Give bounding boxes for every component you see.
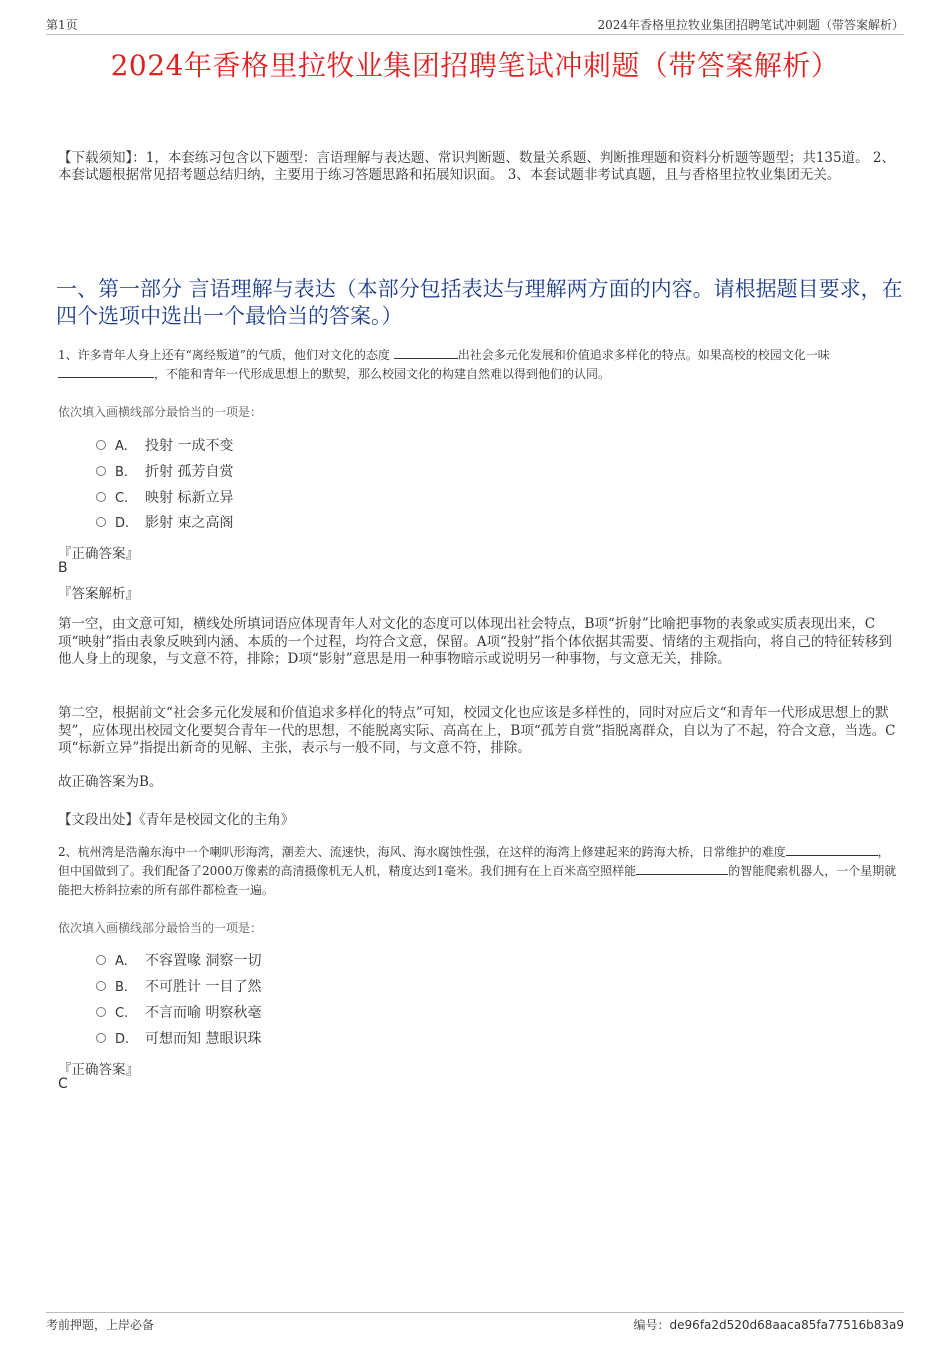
question-2-instruction: 依次填入画横线部分最恰当的一项是： bbox=[58, 921, 263, 935]
radio-icon[interactable] bbox=[96, 466, 106, 476]
question-1-text: 1、许多青年人身上还有“离经叛道”的气质，他们对文化的态度 出社会多元化发展和价值追求多样化的特点。如果高校的校园文化一味 ，不能和青年一代形成思想上的默契，那么校园文化的构建自然难以得到他们的认同。 bbox=[58, 348, 830, 381]
page-number: 第1页 bbox=[46, 18, 78, 32]
answer-blank bbox=[636, 862, 728, 875]
question-2-text: 2、杭州湾是浩瀚东海中一个喇叭形海湾，潮差大、流速快，海风、海水腐蚀性强，在这样的海湾上修建起来的跨海大桥，日常维护的难度 ，但中国做到了。我们配备了2000万像素的高清摄像机无人机，精度达到1毫米。我们拥有在上百米高空照样能 的智能爬索机器人，一个星期就能把大桥斜拉索的所有部件都检查一遍。 bbox=[58, 845, 897, 897]
answer-blank bbox=[394, 346, 458, 359]
question-2-option-d[interactable]: D. 可想而知 慧眼识珠 bbox=[96, 1029, 261, 1049]
document-title: 2024年香格里拉牧业集团招聘笔试冲刺题（带答案解析） bbox=[110, 49, 840, 82]
correct-answer: C bbox=[58, 1076, 68, 1092]
question-1-option-c[interactable]: C. 映射 标新立异 bbox=[96, 488, 233, 508]
question-2-option-c[interactable]: C. 不言而喻 明察秋毫 bbox=[96, 1003, 261, 1023]
section-title: 一、第一部分 言语理解与表达（本部分包括表达与理解两方面的内容。请根据题目要求，在四个选项中选出一个最恰当的答案。） bbox=[56, 277, 903, 328]
radio-icon[interactable] bbox=[96, 1007, 106, 1017]
radio-icon[interactable] bbox=[96, 955, 106, 965]
question-1-option-b[interactable]: B. 折射 孤芳自赏 bbox=[96, 462, 233, 482]
question-2-option-a[interactable]: A. 不容置喙 洞察一切 bbox=[96, 951, 261, 971]
answer-blank bbox=[786, 843, 878, 856]
correct-answer-label: 『正确答案』 bbox=[58, 546, 139, 562]
question-1-option-a[interactable]: A. 投射 一成不变 bbox=[96, 436, 233, 456]
radio-icon[interactable] bbox=[96, 492, 106, 502]
source-citation: 【文段出处】《青年是校园文化的主角》 bbox=[58, 812, 295, 828]
radio-icon[interactable] bbox=[96, 517, 106, 527]
question-1-instruction: 依次填入画横线部分最恰当的一项是： bbox=[58, 405, 263, 419]
radio-icon[interactable] bbox=[96, 440, 106, 450]
radio-icon[interactable] bbox=[96, 1033, 106, 1043]
download-notice: 【下载须知】：1，本套练习包含以下题型：言语理解与表达题、常识判断题、数量关系题、判断推理题和资料分析题等题型；共135道。 2、本套试题根据常见招考题总结归纳，主要用于练习答题思路和拓展知识面。 3、本套试题非考试真题，且与香格里拉牧业集团无关。 bbox=[58, 150, 895, 183]
correct-answer-label: 『正确答案』 bbox=[58, 1062, 139, 1078]
document-code: 编号：de96fa2d520d68aaca85fa77516b83a9 bbox=[633, 1318, 904, 1332]
analysis-paragraph: 第二空，根据前文“社会多元化发展和价值追求多样化的特点”可知，校园文化也应该是多样性的，同时对应后文“和青年一代形成思想上的默契”，应体现出校园文化要契合青年一代的思想，不能脱离实际、高高在上，B项“孤芳自赏”指脱离群众，自以为了不起，符合文意，当选。C项“标新立异”指提出新奇的见解、主张，表示与一般不同，与文意不符，排除。 bbox=[58, 705, 896, 756]
correct-answer: B bbox=[58, 560, 68, 576]
header-doc-title: 2024年香格里拉牧业集团招聘笔试冲刺题（带答案解析） bbox=[597, 18, 904, 32]
analysis-label: 『答案解析』 bbox=[58, 586, 139, 602]
question-1-option-d[interactable]: D. 影射 束之高阁 bbox=[96, 513, 233, 533]
answer-blank bbox=[58, 365, 154, 378]
page-header bbox=[46, 14, 904, 35]
radio-icon[interactable] bbox=[96, 981, 106, 991]
analysis-paragraph: 第一空，由文意可知，横线处所填词语应体现青年人对文化的态度可以体现出社会特点，B项“折射”比喻把事物的表象或实质表现出来，C项“映射”指由表象反映到内涵、本质的一个过程，均符合文意，保留。A项“投射”指个体依据其需要、情绪的主观指向，将自己的特征转移到他人身上的现象，与文意不符，排除；D项“影射”意思是用一种事物暗示或说明另一种事物，与文意无关，排除。 bbox=[58, 616, 892, 667]
question-2-option-b[interactable]: B. 不可胜计 一目了然 bbox=[96, 977, 261, 997]
page-footer bbox=[46, 1312, 904, 1333]
analysis-conclusion: 故正确答案为B。 bbox=[58, 774, 163, 790]
footer-slogan: 考前押题，上岸必备 bbox=[46, 1318, 155, 1332]
